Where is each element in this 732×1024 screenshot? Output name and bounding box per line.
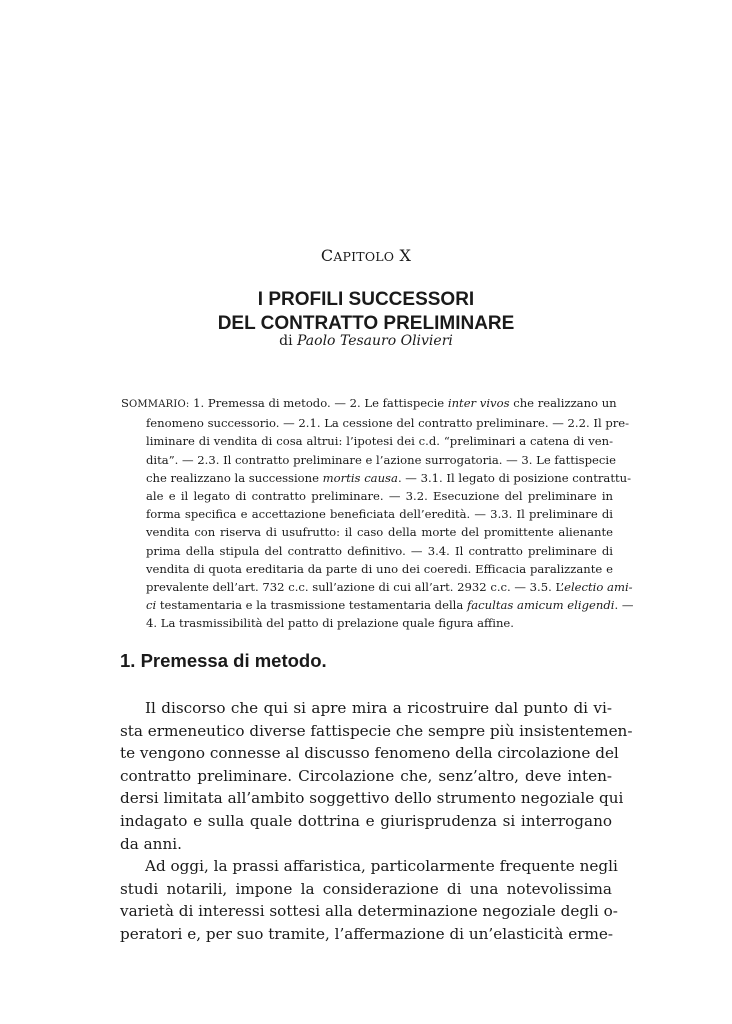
summary-italic-text: ci bbox=[146, 598, 157, 613]
summary-text: prima della stipula del contratto definitivo. — 3.4. Il contratto preliminare di bbox=[146, 543, 613, 558]
chapter-title-line-1: I PROFILI SUCCESSORI bbox=[257, 289, 475, 310]
summary-text: 4. La trasmissibilità del patto di prelazione quale figura affine. bbox=[146, 616, 514, 631]
body-line: te vengono connesse al discusso fenomeno della circolazione del bbox=[120, 744, 619, 763]
chapter-label bbox=[0, 246, 732, 265]
summary-italic-text: electio ami- bbox=[564, 580, 633, 595]
summary-block bbox=[121, 394, 634, 633]
summary-line bbox=[121, 432, 613, 450]
summary-line bbox=[121, 505, 613, 523]
summary-line bbox=[121, 614, 613, 632]
chapter-number: X bbox=[399, 246, 412, 265]
body-line: Il discorso che qui si apre mira a ricostruire dal punto di vi- bbox=[145, 699, 612, 717]
summary-text: che realizzano la successione bbox=[146, 470, 323, 485]
summary-text: che realizzano un bbox=[509, 396, 617, 410]
body-line: dersi limitata all’ambito soggettivo dello strumento negoziale qui bbox=[120, 789, 624, 808]
chapter-title bbox=[0, 288, 732, 336]
summary-line bbox=[121, 414, 630, 432]
body-line: indagato e sulla quale dottrina e giurisprudenza si interrogano bbox=[120, 811, 612, 830]
chapter-title-line-2: DEL CONTRATTO PRELIMINARE bbox=[217, 313, 515, 334]
summary-text: vendita con riserva di usufrutto: il caso della morte del promittente alienante bbox=[146, 525, 613, 540]
summary-text: liminare di vendita di cosa altrui: l’ipotesi dei c.d. “preliminari a catena di ven- bbox=[146, 434, 613, 449]
summary-text: prevalente dell’art. 732 c.c. sull’azione di cui all’art. 2932 c.c. — 3.5. L’ bbox=[146, 580, 565, 595]
summary-text: fenomeno successorio. — 2.1. La cessione del contratto preliminare. — 2.2. Il pre- bbox=[146, 416, 630, 431]
summary-line bbox=[121, 542, 613, 560]
summary-text: vendita di quota ereditaria da parte di uno dei coeredi. Efficacia paralizzante e bbox=[146, 561, 613, 576]
summary-line bbox=[121, 394, 617, 414]
summary-line bbox=[121, 451, 616, 469]
summary-line bbox=[121, 596, 634, 614]
chapter-label-rest: APITOLO bbox=[333, 249, 395, 264]
summary-label-initial: S bbox=[121, 396, 129, 410]
summary-label-rest: OMMARIO: bbox=[128, 399, 190, 410]
body-line: Ad oggi, la prassi affaristica, particolarmente frequente negli bbox=[145, 857, 618, 876]
summary-text: . — 3.1. Il legato di posizione contrattu- bbox=[397, 470, 632, 485]
summary-line bbox=[121, 469, 632, 487]
section-heading: 1. Premessa di metodo. bbox=[120, 650, 327, 671]
body-line: contratto preliminare. Circolazione che, senz’altro, deve inten- bbox=[120, 766, 612, 785]
summary-text: forma specifica e accettazione beneficiata dell’eredità. — 3.3. Il preliminare di bbox=[146, 507, 613, 522]
author-line bbox=[0, 333, 732, 349]
body-line: peratori e, per suo tramite, l’affermazione di un’elasticità erme- bbox=[120, 924, 614, 943]
summary-text: testamentaria e la trasmissione testamentaria della bbox=[156, 598, 467, 613]
body-line: studi notarili, impone la considerazione di una notevolissima bbox=[120, 879, 612, 898]
summary-text: dita”. — 2.3. Il contratto preliminare e l’azione surrogatoria. — 3. Le fattispecie bbox=[146, 452, 616, 467]
body-line: varietà di interessi sottesi alla determinazione negoziale degli o- bbox=[120, 902, 618, 921]
summary-line bbox=[121, 523, 613, 541]
summary-italic-text: facultas amicum eligendi bbox=[466, 598, 615, 613]
summary-text: . — bbox=[614, 598, 634, 613]
summary-line bbox=[121, 560, 613, 578]
author-name: Paolo Tesauro Olivieri bbox=[297, 333, 453, 349]
summary-italic-text: inter vivos bbox=[447, 396, 510, 410]
summary-italic-text: mortis causa bbox=[322, 470, 398, 485]
summary-line bbox=[121, 578, 633, 596]
author-prefix: di bbox=[279, 333, 293, 349]
chapter-label-initial: C bbox=[320, 246, 334, 265]
body-text bbox=[120, 697, 633, 946]
summary-text: 1. Premessa di metodo. — 2. Le fattispecie bbox=[189, 396, 448, 410]
body-line: sta ermeneutico diverse fattispecie che sempre più insistentemen- bbox=[120, 721, 633, 740]
body-line: da anni. bbox=[120, 834, 182, 853]
summary-text: ale e il legato di contratto preliminare. — 3.2. Esecuzione del preliminare in bbox=[146, 489, 613, 504]
summary-line bbox=[121, 487, 613, 505]
